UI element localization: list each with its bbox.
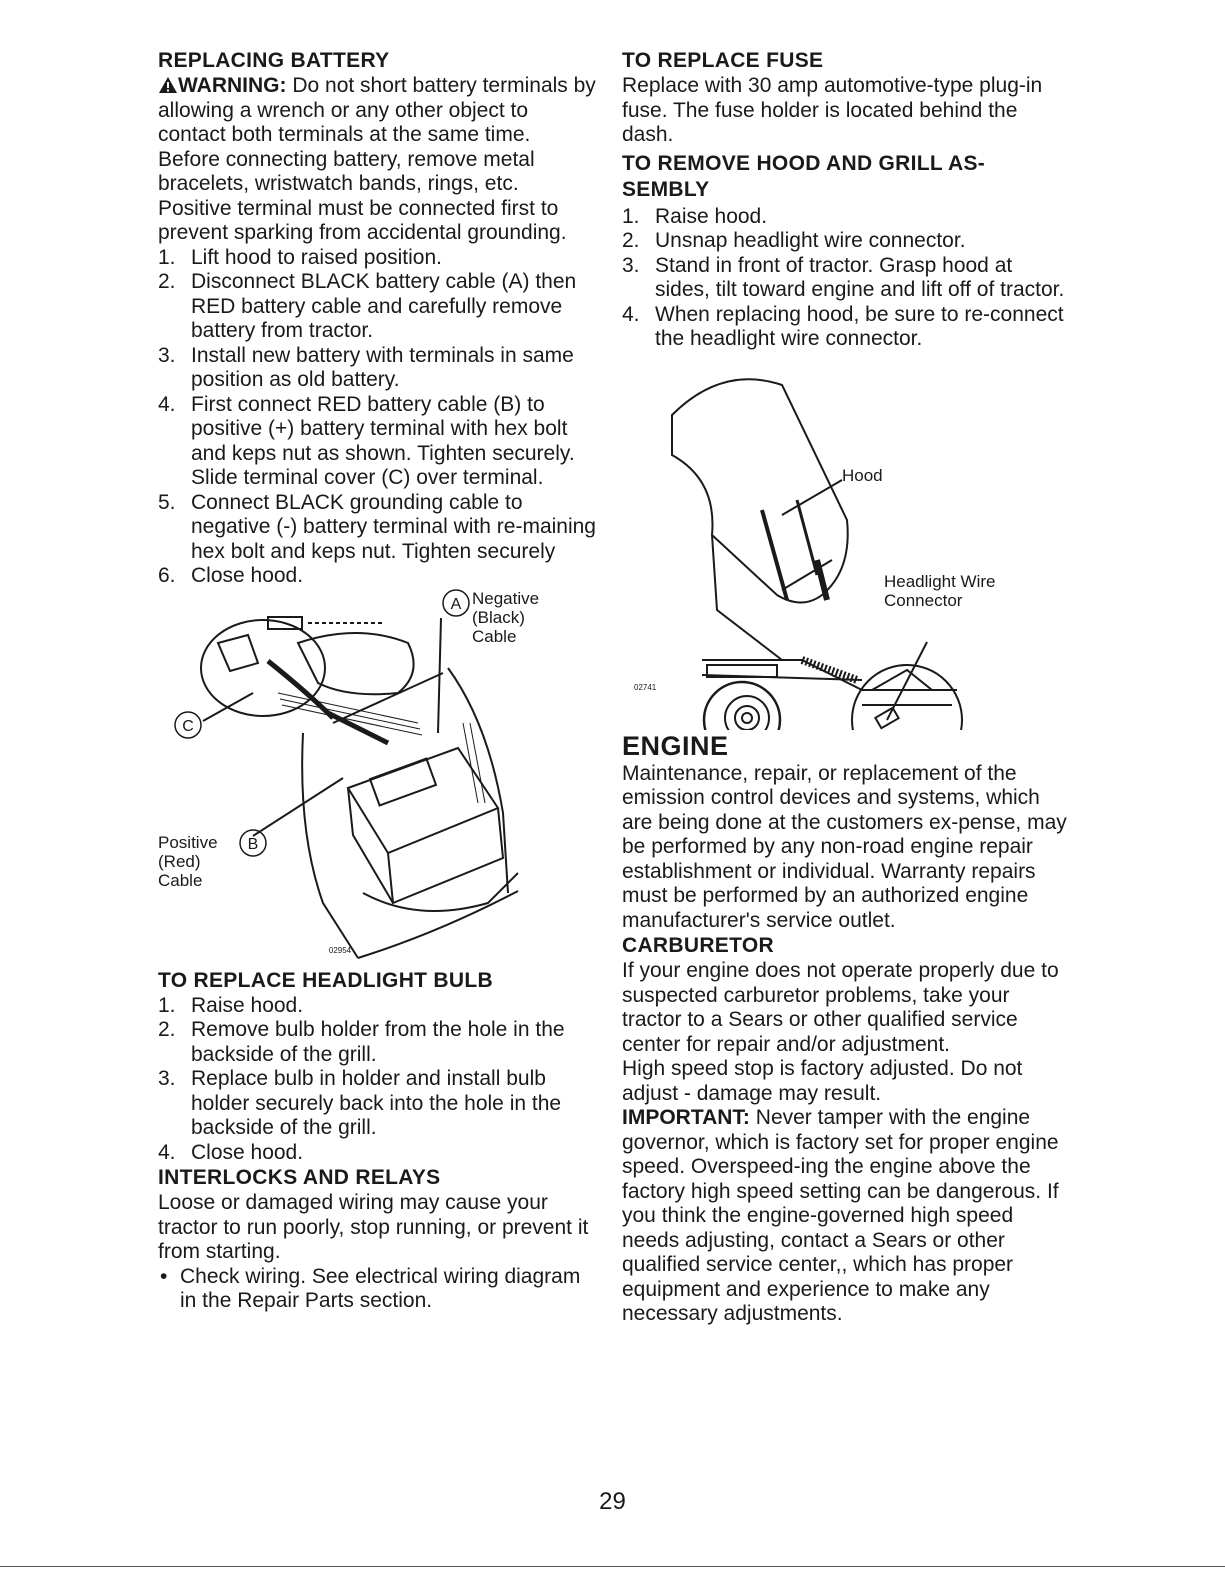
important-label: IMPORTANT: [622,1106,750,1129]
high-speed-stop-text: High speed stop is factory adjusted. Do not adjust - damage may result. [622,1057,1023,1105]
right-column [622,48,1072,1327]
headlight-wire-callout: Headlight Wire Connector [884,571,996,610]
important-note [622,1106,1072,1327]
warning-text: Do not short battery terminals by allowing a wrench or any other object to contact both terminals at the same time. Before connecting battery, remove metal bracelets, wristwatch bands, rings, etc. [158,74,596,195]
replace-headlight-heading: TO REPLACE HEADLIGHT BULB [158,968,493,992]
battery-warning [158,74,598,197]
list-item: 3. Replace bulb in holder and install bulb holder securely back into the hole in the backside of the grill. [158,1067,562,1139]
list-item: 1. Raise hood. [622,204,768,228]
remove-hood-heading: TO REMOVE HOOD AND GRILL AS-SEMBLY [622,151,986,201]
list-item: • Check wiring. See electrical wiring diagram in the Repair Parts section. [160,1264,581,1312]
list-item: 1. Raise hood. [158,993,304,1017]
replace-fuse-heading: TO REPLACE FUSE [622,49,824,72]
hood-steps [622,205,1072,352]
headlight-steps [158,994,598,1166]
list-item: 3. Install new battery with terminals in same position as old battery. [158,343,574,391]
list-item: 2. Disconnect BLACK battery cable (A) then RED battery cable and carefully remove battery from tractor. [158,270,577,342]
label-a: A [450,595,462,613]
positive-terminal-note: Positive terminal must be connected first to prevent sparking from accidental grounding. [158,196,567,244]
positive-cable-callout: Positive (Red) Cable [158,832,218,890]
hood-figure [622,360,1072,730]
carburetor-heading: CARBURETOR [622,934,774,957]
hood-illustration [622,360,1072,730]
hood-callout: Hood [842,465,883,485]
engine-text: Maintenance, repair, or replacement of the emission control devices and systems, which are being done at the customers ex-pense, may be performed by any non-road engine repair establishment or individual. Warranty repairs must be performed by an authorized engine manufacturer's service outlet. [622,761,1067,932]
interlocks-bullets [158,1265,598,1314]
negative-cable-callout: Negative (Black) Cable [472,588,540,646]
warning-label: WARNING: [178,74,287,97]
list-item: 4. When replacing hood, be sure to re-connect the headlight wire connector. [622,302,1064,350]
replacing-battery-heading: REPLACING BATTERY [158,49,390,72]
list-item: 2. Unsnap headlight wire connector. [622,229,966,252]
important-text: Never tamper with the engine governor, which is factory set for proper engine speed. Overspeed-ing the engine above the factory high speed setting can be dangerous. If you think the engine-governed high speed needs adjusting, contact a Sears or other qualified service center,, which has proper equipment and experience to make any necessary adjustments. [622,1106,1059,1325]
list-item: 1. Lift hood to raised position. [158,245,442,269]
interlocks-heading: INTERLOCKS AND RELAYS [158,1166,441,1189]
list-item: 6. Close hood. [158,564,304,587]
list-item: 4. First connect RED battery cable (B) to positive (+) battery terminal with hex bolt and keps nut as shown. Tighten securely. Slide terminal cover (C) over terminal. [158,392,575,489]
battery-steps [158,246,598,589]
interlocks-text: Loose or damaged wiring may cause your tractor to run poorly, stop running, or prevent it from starting. [158,1191,589,1263]
battery-figure [158,573,598,968]
bottom-rule [0,1566,1225,1567]
carburetor-text: If your engine does not operate properly due to suspected carburetor problems, take your tractor to a Sears or other qualified service center for repair and/or adjustment. [622,959,1059,1056]
label-b: B [247,835,259,853]
fuse-text: Replace with 30 amp automotive-type plug-in fuse. The fuse holder is located behind the dash. [622,74,1043,146]
page-number: 29 [599,1488,626,1515]
list-item: 3. Stand in front of tractor. Grasp hood at sides, tilt toward engine and lift off of tractor. [622,253,1065,301]
label-c: C [182,717,194,735]
engine-heading: ENGINE [622,730,729,761]
left-column [158,48,598,1314]
warning-triangle-icon [158,76,178,94]
list-item: 2. Remove bulb holder from the hole in the backside of the grill. [158,1018,565,1066]
hood-figure-code: 02741 [634,682,657,692]
list-item: 5. Connect BLACK grounding cable to negative (-) battery terminal with re-maining hex bolt and keps nut. Tighten securely [158,490,596,563]
list-item: 4. Close hood. [158,1140,304,1164]
figure-code: 02954 [328,945,352,955]
